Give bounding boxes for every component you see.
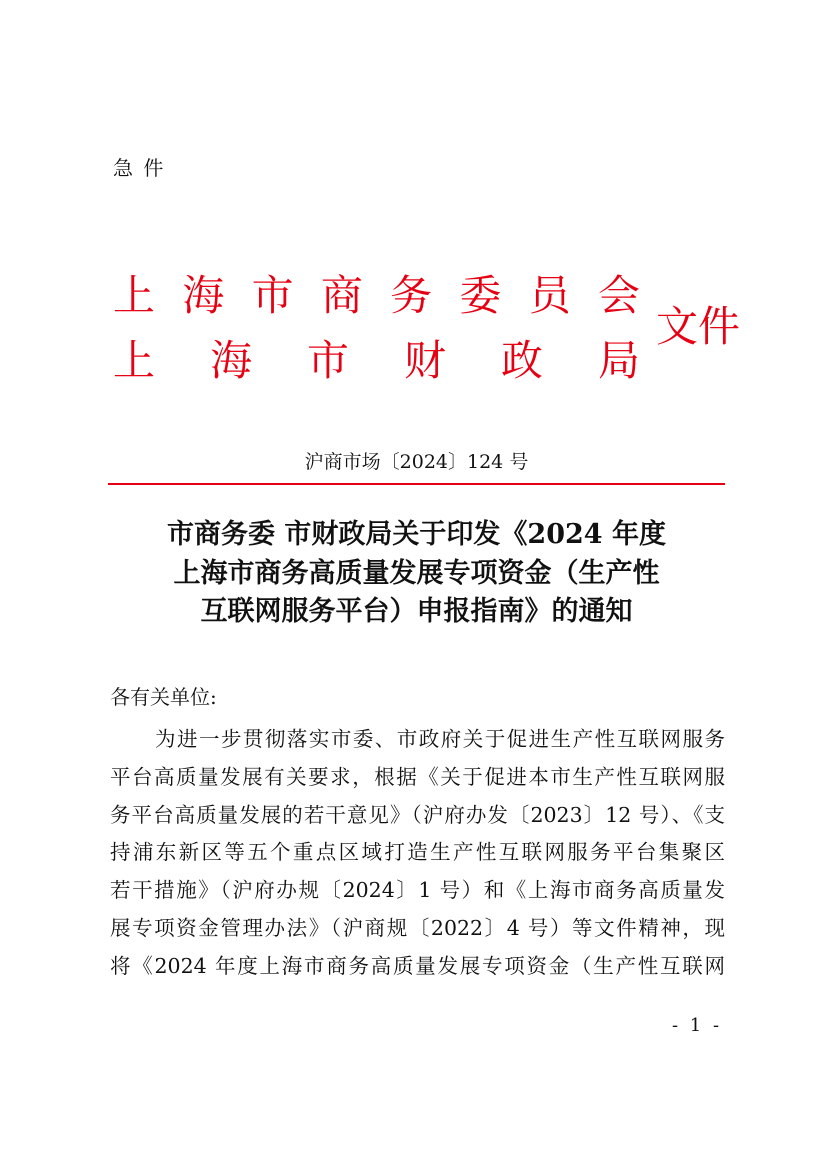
document-title — [108, 516, 725, 632]
body-line: 平台高质量发展有关要求，根据《关于促进本市生产性互联网服 — [110, 764, 725, 789]
body-line: 务平台高质量发展的若干意见》（沪府办发〔2023〕12 号）、《支 — [110, 802, 725, 827]
page-number: - 1 - — [672, 1015, 723, 1036]
document-type-label: 文件 — [656, 302, 741, 351]
body-line: 若干措施》（沪府办规〔2024〕1 号）和《上海市商务高质量发 — [110, 878, 725, 903]
body-line: 为进一步贯彻落实市委、市政府关于促进生产性互联网服务 — [155, 727, 725, 751]
red-divider — [108, 483, 725, 485]
urgency-label: 急 件 — [113, 156, 166, 180]
issuer-finance-bureau: 上海市财政局 — [113, 336, 640, 385]
body-line: 持浦东新区等五个重点区域打造生产性互联网服务平台集聚区 — [110, 840, 725, 865]
issuer-commerce-commission: 上海市商务委员会 — [113, 271, 640, 320]
document-number: 沪商市场〔2024〕124 号 — [304, 451, 529, 473]
title-line: 上海市商务高质量发展专项资金（生产性 — [173, 557, 660, 589]
title-line: 市商务委 市财政局关于印发《2024 年度 — [167, 519, 666, 550]
body-line: 将《2024 年度上海市商务高质量发展专项资金（生产性互联网 — [110, 953, 725, 978]
body-paragraph — [110, 721, 725, 986]
body-line: 展专项资金管理办法》（沪商规〔2022〕4 号）等文件精神，现 — [110, 915, 725, 940]
title-line: 互联网服务平台）申报指南》的通知 — [200, 596, 633, 627]
salutation: 各有关单位: — [110, 685, 217, 709]
